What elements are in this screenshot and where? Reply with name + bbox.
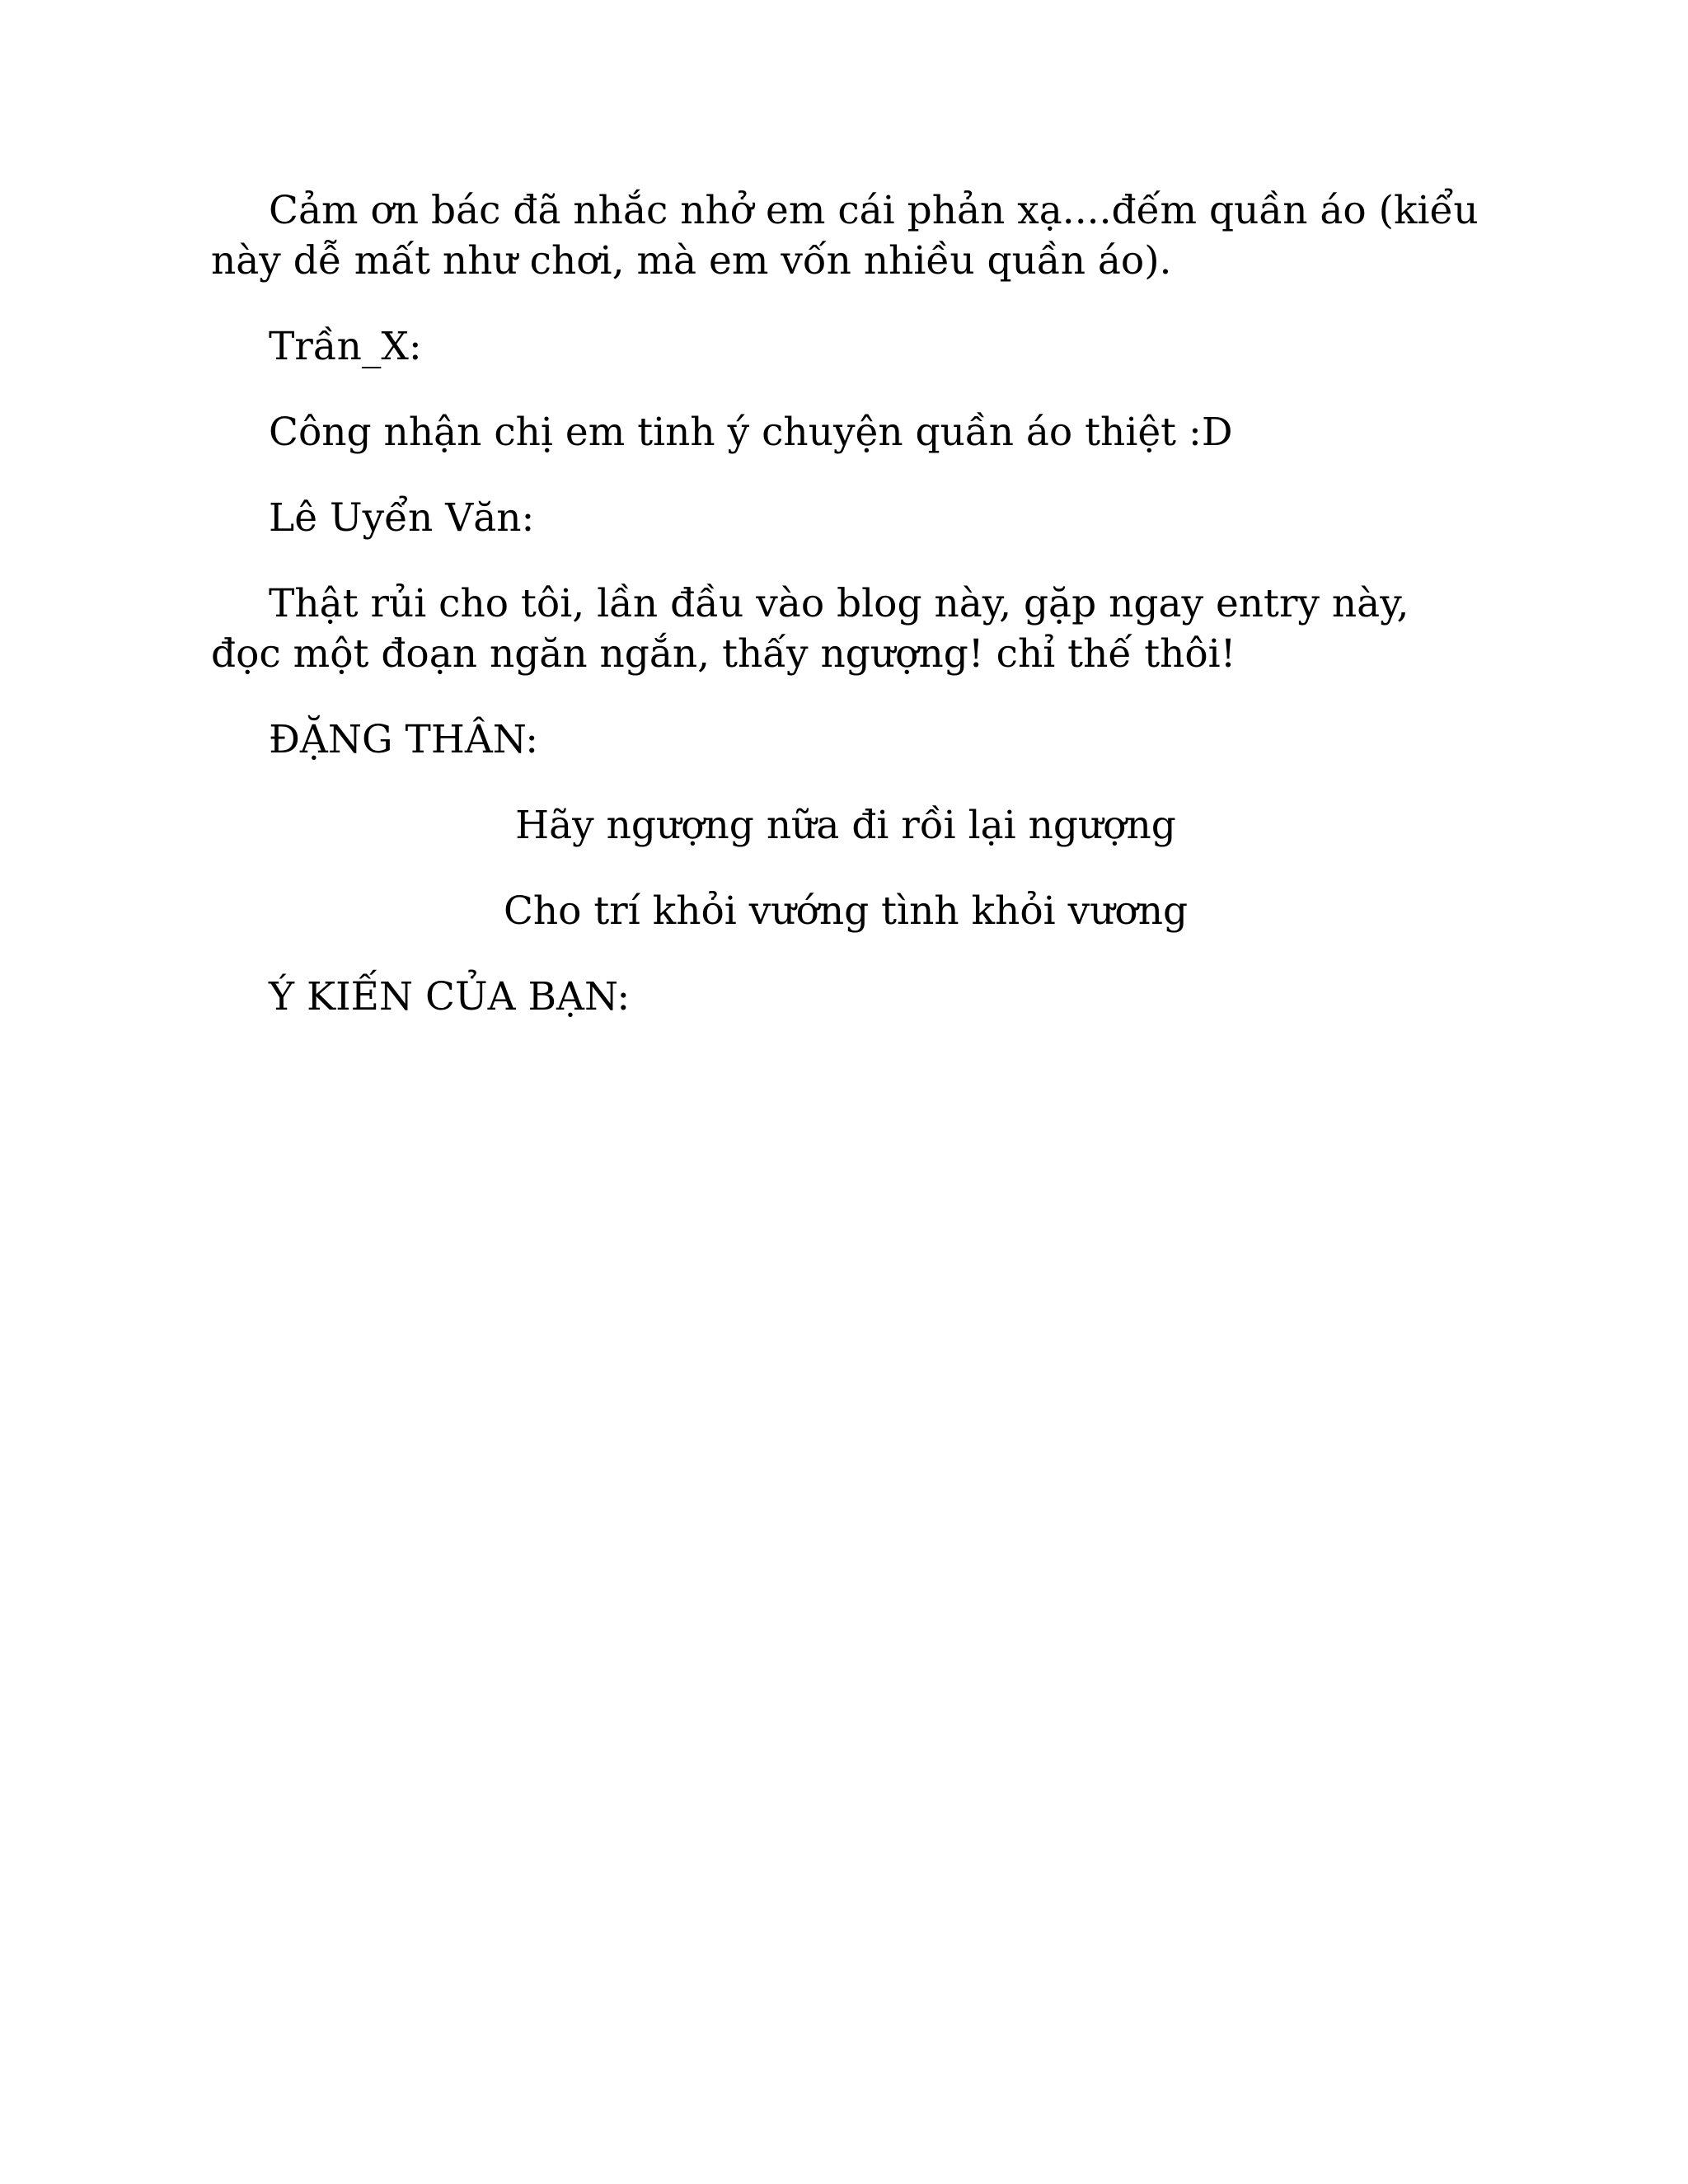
commenter-name: ĐẶNG THÂN:: [269, 717, 539, 762]
commenter-name: Trần_X:: [269, 324, 422, 369]
commenter-name: Lê Uyển Văn:: [269, 495, 535, 541]
closing-heading: Ý KIẾN CỦA BẠN:: [269, 974, 631, 1019]
document-body: [211, 185, 1480, 1057]
verse-line: Hãy ngượng nữa đi rồi lại ngượng: [515, 803, 1176, 848]
comment-paragraph: Công nhận chị em tinh ý chuyện quần áo thiệt :D: [269, 410, 1233, 455]
verse-line: Cho trí khỏi vướng tình khỏi vương: [503, 888, 1189, 934]
comment-paragraph: Cảm ơn bác đã nhắc nhở em cái phản xạ....đếm quần áo (kiểu này dễ mất như chơi, mà em vốn nhiều quần áo).: [211, 188, 1479, 284]
comment-paragraph: Thật rủi cho tôi, lần đầu vào blog này, gặp ngay entry này, đọc một đoạn ngăn ngắn, thấy ngượng! chỉ thế thôi!: [211, 581, 1409, 677]
